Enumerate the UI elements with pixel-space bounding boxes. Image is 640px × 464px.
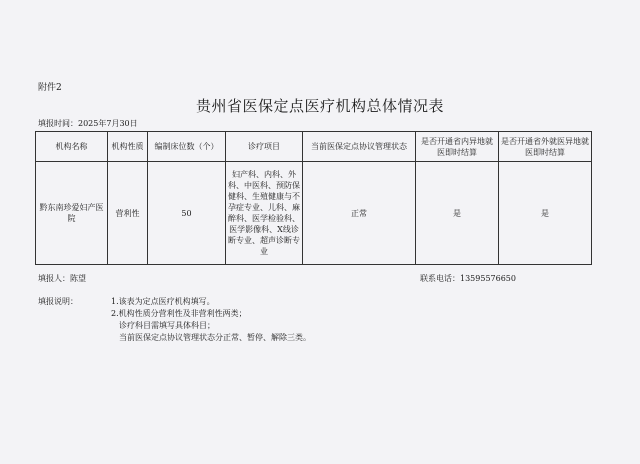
cell-intra-province-settlement: 是 (416, 162, 499, 265)
notes-list (111, 296, 311, 344)
table-header-row (36, 132, 592, 162)
header-institution-nature: 机构性质 (108, 132, 148, 162)
cell-bed-count: 50 (148, 162, 226, 265)
header-treatment-items: 诊疗项目 (226, 132, 303, 162)
header-agreement-status: 当前医保定点协议管理状态 (303, 132, 416, 162)
note-item: 2.机构性质分营利性及非营利性两类； (111, 309, 247, 318)
cell-treatment-items: 妇产科、内科、外科、中医科、预防保健科、生殖健康与不孕症专业、儿科、麻醉科、医学检验科、医学影像科、X线诊断专业、超声诊断专业 (226, 162, 303, 265)
note-item: 诊疗科目需填写具体科目； (119, 321, 215, 330)
cell-agreement-status: 正常 (303, 162, 416, 265)
document-title: 贵州省医保定点医疗机构总体情况表 (195, 97, 444, 115)
header-inter-province-settlement: 是否开通省外就医异地就医即时结算 (499, 132, 592, 162)
cell-institution-name: 黔东南珍爱妇产医院 (36, 162, 108, 265)
reporter: 填报人：陈望 (38, 274, 86, 283)
header-intra-province-settlement: 是否开通省内异地就医即时结算 (416, 132, 499, 162)
header-bed-count: 编制床位数（个） (148, 132, 226, 162)
header-institution-name: 机构名称 (36, 132, 108, 162)
fill-time: 填报时间：2025年7月30日 (38, 119, 138, 128)
note-item: 当前医保定点协议管理状态分正常、暂停、解除三类。 (119, 333, 311, 342)
institution-table (35, 131, 592, 265)
cell-institution-nature: 营利性 (108, 162, 148, 265)
attachment-label: 附件2 (38, 83, 62, 93)
table-row (36, 162, 592, 265)
contact-phone: 联系电话：13595576650 (420, 274, 516, 283)
note-item: 1.该表为定点医疗机构填写。 (111, 297, 215, 306)
notes-label: 填报说明： (38, 297, 78, 306)
cell-inter-province-settlement: 是 (499, 162, 592, 265)
